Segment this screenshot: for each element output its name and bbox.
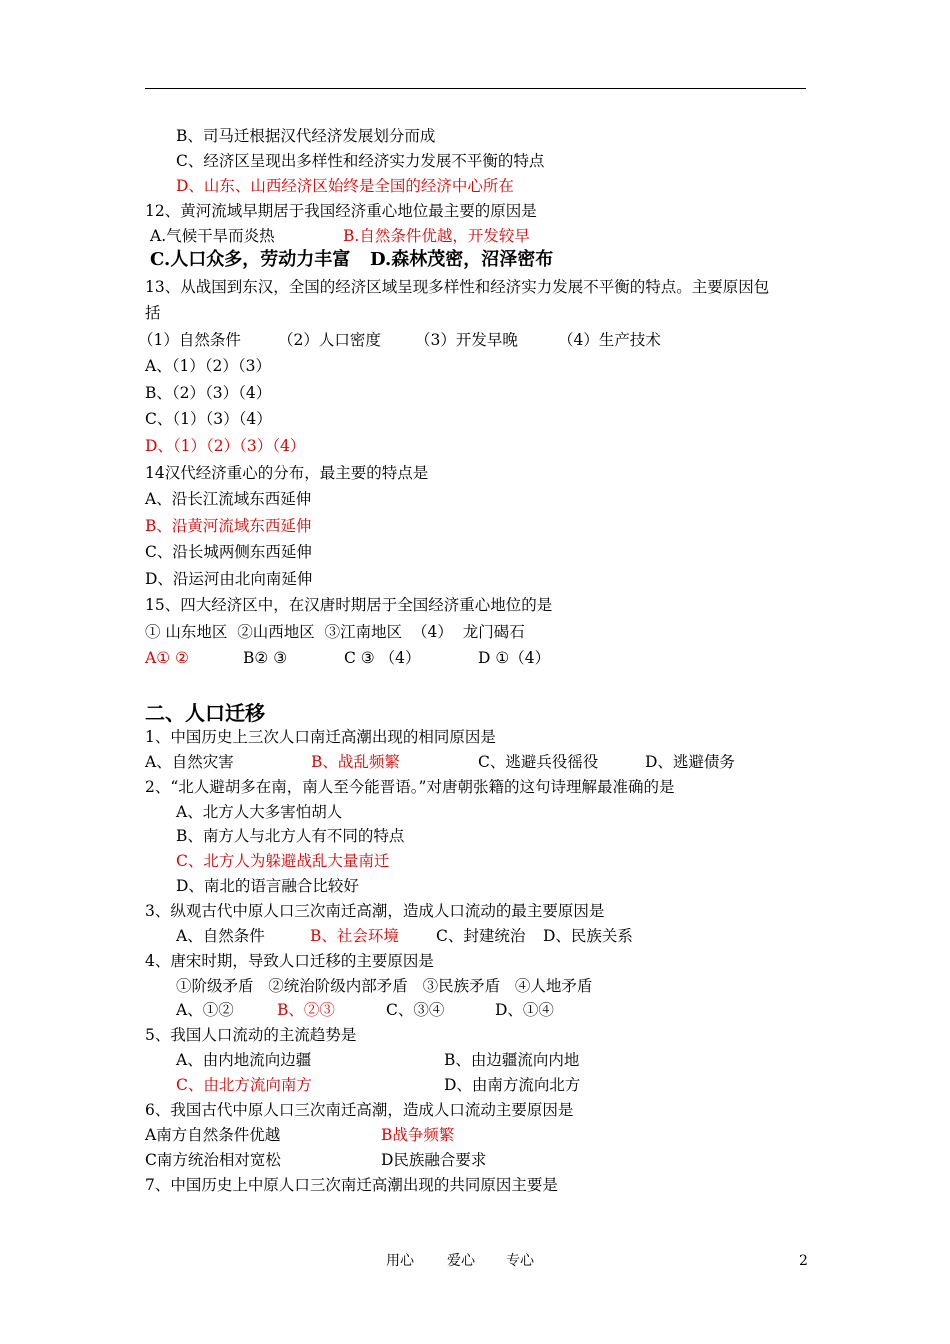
q13-conditions	[138, 329, 838, 351]
q13-cond-1: （1）自然条件	[138, 331, 241, 349]
s2-q1-option-d: D、逃避债务	[645, 753, 735, 771]
section-heading: 二、人口迁移	[145, 701, 265, 725]
s2-q1-options	[145, 751, 845, 773]
s2-q6-option-a: A南方自然条件优越	[145, 1126, 281, 1144]
q12-option-a: A.气候干旱而炎热	[150, 227, 275, 245]
s2-q4-items: ①阶级矛盾 ②统治阶级内部矛盾 ③民族矛盾 ④人地矛盾	[176, 977, 593, 995]
s2-q4-option-c: C、③④	[386, 1001, 445, 1019]
s2-q3-option-b-answer: B、社会环境	[310, 927, 399, 945]
s2-q6-option-d: D民族融合要求	[381, 1151, 487, 1169]
s2-q5-option-b: B、由边疆流向内地	[444, 1051, 580, 1069]
q14-option-a: A、沿长江流域东西延伸	[145, 490, 312, 508]
s2-q1-option-a: A、自然灾害	[145, 753, 234, 771]
q12-option-d: D.森林茂密，沼泽密布	[370, 249, 554, 270]
q13-stem-line2: 括	[145, 304, 161, 322]
q14-option-c: C、沿长城两侧东西延伸	[145, 543, 312, 561]
q12-options-row2	[150, 249, 850, 273]
q15-option-b: B② ③	[243, 649, 288, 667]
s2-q2-option-c-answer: C、北方人为躲避战乱大量南迁	[176, 852, 390, 870]
s2-q4-option-a: A、①②	[176, 1001, 234, 1019]
q11-option-b: B、司马迁根据汉代经济发展划分而成	[176, 127, 436, 145]
s2-q3-option-c: C、封建统治	[436, 927, 526, 945]
q15-option-a-answer: A① ②	[145, 649, 189, 667]
q15-options	[145, 647, 845, 669]
s2-q3-stem: 3、纵观古代中原人口三次南迁高潮，造成人口流动的最主要原因是	[145, 902, 605, 920]
s2-q5-options-row2	[176, 1074, 826, 1096]
q14-option-b-answer: B、沿黄河流域东西延伸	[145, 517, 312, 535]
s2-q2-stem: 2、“北人避胡多在南，南人至今能晋语。”对唐朝张籍的这句诗理解最准确的是	[145, 778, 675, 796]
q15-items: ① 山东地区 ②山西地区 ③江南地区 （4） 龙门碣石	[145, 623, 525, 641]
q13-stem-line1: 13、从战国到东汉，全国的经济区域呈现多样性和经济实力发展不平衡的特点。主要原因包	[145, 278, 770, 296]
s2-q5-option-a: A、由内地流向边疆	[176, 1051, 312, 1069]
q14-option-d: D、沿运河由北向南延伸	[145, 570, 313, 588]
s2-q6-stem: 6、我国古代中原人口三次南迁高潮，造成人口流动主要原因是	[145, 1101, 574, 1119]
s2-q3-option-a: A、自然条件	[176, 927, 265, 945]
q13-cond-4: （4）生产技术	[558, 331, 661, 349]
s2-q5-options-row1	[176, 1049, 826, 1071]
s2-q4-option-b-answer: B、②③	[277, 1001, 335, 1019]
footer-motto-1: 用心	[386, 1253, 414, 1269]
s2-q2-option-b: B、南方人与北方人有不同的特点	[176, 827, 405, 845]
q13-option-b: B、（2）（3）（4）	[145, 384, 272, 402]
s2-q2-option-a: A、北方人大多害怕胡人	[176, 803, 343, 821]
q12-option-b-answer: B.自然条件优越，开发较早	[343, 227, 530, 245]
q11-option-d-answer: D、山东、山西经济区始终是全国的经济中心所在	[176, 177, 514, 195]
q12-options-row1	[150, 225, 850, 247]
q13-option-c: C、（1）（3）（4）	[145, 410, 272, 428]
q13-cond-3: （3）开发早晚	[415, 331, 518, 349]
s2-q3-option-d: D、民族关系	[543, 927, 633, 945]
s2-q1-option-b-answer: B、战乱频繁	[311, 753, 400, 771]
q13-cond-2: （2）人口密度	[278, 331, 381, 349]
footer-motto-3: 专心	[506, 1253, 534, 1269]
s2-q4-option-d: D、①④	[495, 1001, 554, 1019]
page-number: 2	[799, 1253, 808, 1269]
q15-option-d: D ①（4）	[478, 649, 551, 667]
s2-q1-option-c: C、逃避兵役徭役	[478, 753, 599, 771]
s2-q2-option-d: D、南北的语言融合比较好	[176, 877, 359, 895]
s2-q5-option-d: D、由南方流向北方	[444, 1076, 581, 1094]
q15-stem: 15、四大经济区中，在汉唐时期居于全国经济重心地位的是	[145, 596, 553, 614]
s2-q6-options-row1	[145, 1124, 795, 1146]
q14-stem: 14汉代经济重心的分布，最主要的特点是	[145, 464, 429, 482]
q12-stem: 12、黄河流域早期居于我国经济重心地位最主要的原因是	[145, 202, 537, 220]
s2-q6-options-row2	[145, 1149, 795, 1171]
s2-q1-stem: 1、中国历史上三次人口南迁高潮出现的相同原因是	[145, 728, 496, 746]
q13-option-d-answer: D、（1）（2）（3）（4）	[145, 437, 306, 455]
s2-q6-option-c: C南方统治相对宽松	[145, 1151, 281, 1169]
s2-q7-stem: 7、中国历史上中原人口三次南迁高潮出现的共同原因主要是	[145, 1176, 558, 1194]
q11-option-c: C、经济区呈现出多样性和经济实力发展不平衡的特点	[176, 152, 545, 170]
q15-option-c: C ③ （4）	[344, 649, 421, 667]
s2-q5-option-c-answer: C、由北方流向南方	[176, 1076, 312, 1094]
s2-q6-option-b-answer: B战争频繁	[381, 1126, 455, 1144]
header-rule	[145, 88, 806, 89]
q13-option-a: A、（1）（2）（3）	[145, 357, 272, 375]
footer-motto-2: 爱心	[447, 1253, 475, 1269]
s2-q4-options	[176, 999, 826, 1021]
s2-q4-stem: 4、唐宋时期，导致人口迁移的主要原因是	[145, 952, 434, 970]
q12-option-c: C.人口众多，劳动力丰富	[150, 249, 351, 270]
s2-q5-stem: 5、我国人口流动的主流趋势是	[145, 1026, 357, 1044]
s2-q3-options	[176, 925, 826, 947]
